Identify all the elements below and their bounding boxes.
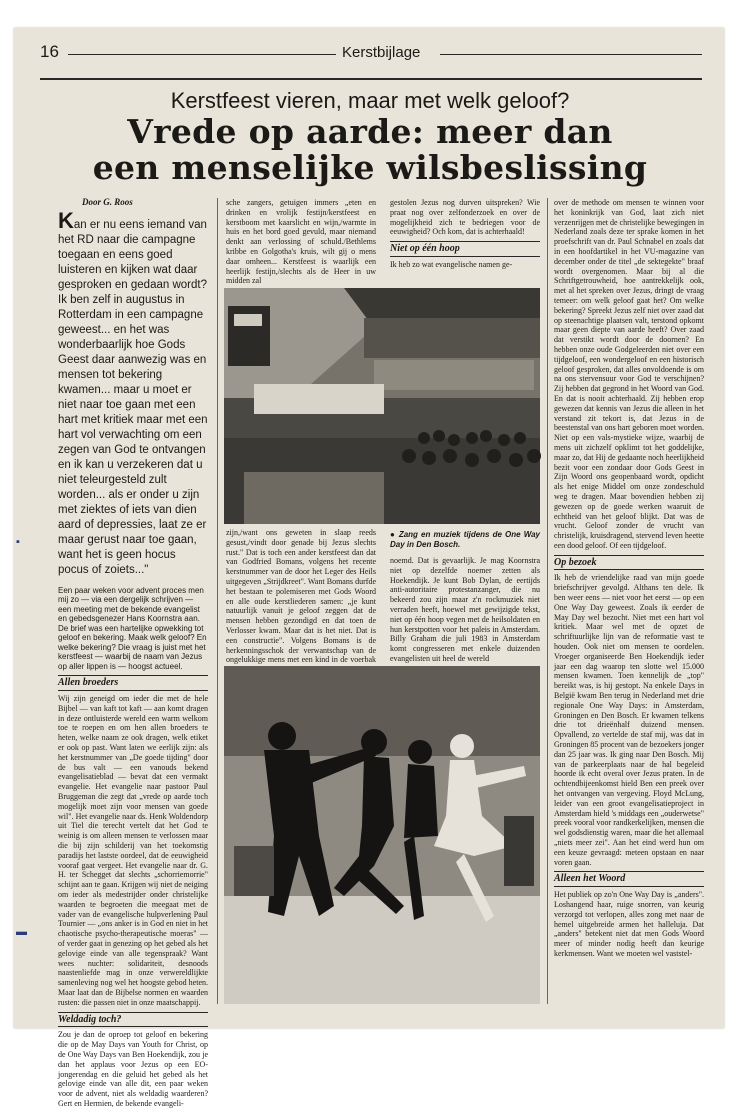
article-headline — [40, 114, 700, 186]
column-3-mid — [390, 530, 540, 666]
column-2-top — [226, 198, 376, 284]
column-3-top — [390, 198, 540, 284]
photo-caption-1: ● Zang en muziek tijdens de One Way Day in Den Bosch. — [390, 530, 540, 549]
subhead-niet-op-een-hoop: Niet op één hoop — [390, 241, 540, 257]
intro-paragraph: Een paar weken voor advent proces men mij zo — via een dergelijk schrijven — een meeting met de bekende evangelist en gebedsgenezer Hans Koornstra aan. De brief was een hartelijke opwekking tot geloof en bekering. Maak welk geloof? En welke bekering? Die vraag is juist met het kerstfeest — waarbij de naam van Jezus op aller lippen is — hoogst actueel. — [58, 585, 207, 671]
dancers-photo — [224, 666, 540, 1004]
section-title: Kerstbijlage — [342, 44, 421, 61]
header-rule-bottom — [40, 78, 702, 80]
header-rule-right — [440, 54, 702, 55]
page-number: 16 — [40, 42, 59, 61]
subhead-weldadig: Weldadig toch? — [58, 1012, 208, 1028]
concert-hall-image — [224, 288, 540, 524]
subhead-op-bezoek: Op bezoek — [554, 555, 704, 571]
concert-hall-photo — [224, 288, 540, 524]
body-text: Zou je dan de oproep tot geloof en bekering die op de May Days van Youth for Christ, op de One Way Days van Ben Hoekendijk, zou je dan het applaus voor Jezus op een EO-jongerendag en die geluid het gebed als het gelovige einde van alle dit, een paar weken voor de advent, niet als weldadig waarderen? Gert en Hermien, de bekende evangeli- — [58, 1030, 208, 1108]
body-text: gestolen Jezus nog durven uitspreken? Wie praat nog over zelfonderzoek en over de mogelijkheid zich te bedriegen voor de eeuwigheid? Och kom, dat is achterhaald! — [390, 198, 540, 237]
article-kicker: Kerstfeest vieren, maar met welk geloof? — [170, 88, 570, 113]
header-rule-left — [68, 54, 336, 55]
column-1 — [58, 197, 208, 1108]
body-text: Ik heb zo wat evangelische namen ge- — [390, 259, 513, 269]
column-2-mid — [226, 528, 376, 666]
column-4 — [554, 198, 704, 1004]
body-text: over de methode om mensen te winnen voor het koninkrijk van God, laat zich niet verzenrijgen met de christelijke bewegingen in Nederland zoals deze ter sprake komen in het proefschrift van dr. Paul Schnabel en zoals dat in een hoofdartikel in het VU-magazine van december onder de titel „de sektegekte" braaf wordt overgenomen. Maar bij al die Schriftgetrouwheid, hoe aantrekkelijk ook, met al het spreken over Jezus, dringt de vraag temeer: om welk geloof gaat het? Om welke bekering? Spreekt Jezus zelf niet over zaad dat op steenachtige plaatsen valt, terstond opkomt maar geen diepte van aarde heeft? Over zaad dat verstikt wordt door de doornen? En hebben onze oude Godgeleerden niet over een tijdgeloof, een wondergeloof en een historisch geloof gesproken, dat alles onvoldoende is om na ons stervensuur voor God te verschijnen? Zij hebben dat gegrond in het Woord van God. En dat is nooit achterhaald. Zij hebben erop gewezen dat kennis van Jezus die alleen in het verstand zit tekort is, dat Jezus in de beestenstal van ons hart geboren moet worden. Niet op een vals-mystieke wijze, waarbij de mens uit zichzelf opklimt tot het goddelijke, maar zo, dat Hij de gedaante noch heerlijkheid bezit voor een zondaar door Gods Geest in Zijn Woord ons geopenbaard wordt, opdicht als het enige Middel om onze zondeschuld weg te dragen. Maar bovendien hebben zij gewezen op de goede werken waaruit de echtheid van het geloof blijkt. Dat was de vrucht. Geloof zonder de vrucht van christelijk, kruisdragend, stervend leven heette een dood geloof. Of een tijdgeloof. — [554, 198, 704, 550]
body-text: Het publiek op zo'n One Way Day is „anders". Loshangend haar, ruige snorren, van keurig verzorgd tot verlopen, alles zong met naar de hemel uitgebreide armen het halleluja. Dat „anders" betekent niet dat men Gods Woord meer of minder nodig heeft dan keurige kerkmensen. Want we moeten wel vaststel- — [554, 890, 704, 958]
drop-cap: K — [58, 207, 74, 233]
column-rule — [217, 198, 218, 1004]
margin-mark: ▪ — [16, 536, 20, 548]
lead-paragraph — [58, 207, 208, 578]
margin-mark: ▬ — [16, 926, 27, 938]
bullet-icon: ● — [390, 530, 399, 539]
dancers-image — [224, 666, 540, 1004]
headline-line-1: Vrede op aarde: meer dan — [127, 112, 613, 151]
body-text: sche zangers, getuigen immers „eten en drinken en vrolijk festijn/kerstfeest en kerstboom met kaarslicht en wijn,/warmte in huis en het bord goed gevuld, maar niemand denkt aan verlossing of schuld./Bethlems kribbe en Golgotha's kruis, wilt gij o mens daar omheen... Kerstfeest is waarlijk een heerlijk festijn,/slechts als de Heer in uw midden zal — [226, 198, 376, 286]
body-text: Ik heb de vriendelijke raad van mijn goede briefschrijver gevolgd. Althans ten dele. Ik ben weer eens — niet voor het eerst — op een One Way Day geweest. Zoals ik eerder de May Day wel bezocht. Niet met een hart vol kritiek. Maar wel met de opzet de schriftuurlijke lijn van de reformatie vast te houden. Ook niet om mensen te oordelen. Vroeger organiseerde Ben Hoekendijk ieder jaar een dag waarop ten slotte wel 15.000 mensen kwamen. Toen kennelijk de „top" bereikt was, is hij gestopt. Na enkele Days in België kwam Ben terug in Nederland met drie regionale One Way Days: in Amsterdam, Groningen en Den Bosch. Er kwamen telkens drie tot drieënhalf duizend mensen. Opvallend, zo vertelde de staf mij, was dat in Groningen 85 procent van de bezoekers jonger dan 25 jaar was. Ik ging naar Den Bosch. Mij van de parkeerplaats naar de hal begeleid hoorde ik echt overal over Jezus praten. In de ochtendbijeenkomst hield Ben een preek over het ontvangen van vergeving. Floyd McLung, leider van een groot evangelisatieproject in Amsterdam hield 's middags een „ouderwetse" preek vooral voor randkerkelijken, mensen die wel godsdienstig waren, maar die het allemaal „niets meer zei". Aan het eind werd hun om een keuze gevraagd: meteen opstaan en naar voren gaan. — [554, 573, 704, 867]
body-text: noemd. Dat is gevaarlijk. Je mag Koornstra niet op dezelfde noemer zetten als Hoekendijk. Je kunt Bob Dylan, de eertijds anti-autoritaire protestanzanger, die nu bekeerd zou zijn maar z'n rockmuziek niet verraden heeft, hoewel met gewijzigde tekst, niet op één hoop vegen met de heilsoldaten en hun kerstpotten voor het paleis in Amsterdam. Billy Graham die juli 1983 in Amsterdam komt congresseren met enkele duizenden evangelisten uit heel de wereld — [390, 556, 540, 663]
headline-line-2: een menselijke wilsbeslissing — [92, 148, 648, 187]
subhead-alleen-het-woord: Alleen het Woord — [554, 871, 704, 887]
subhead-allen-broeders: Allen broeders — [58, 675, 208, 691]
body-text: zijn,/want ons geweten in slaap reeds gesust,/vindt door genade bij Jezus slechts rust." Dat is toch een ander kerstfeest dan dat van Godfried Bomans, volgens het recente kerstnummer van de door het Leger des Heils uitgegeven „Strijdkreet". Want Bomans durfde het bestaan te polemiseren met Gods Woord en alle oude kerstliederen samen: „je kunt natuurlijk vanuit je geloof zeggen dat de mensen hebben gezondigd en dat toen de Verlosser kwam. Maar dat is het niet. Dat is een constructie". Volgens Bomans is de herkenningsschok der verwantschap van de ongelukkige mens met een kind in de voerbak — [226, 528, 376, 665]
lead-text: an er nu eens iemand van het RD naar die campagne toegaan en eens goed luisteren en kijken wat daar gesproken en gedaan wordt? Ik ben zelf in augustus in Rotterdam in een campagne geweest... en het was wonderbaarlijk hoe Gods Geest daar aanwezig was en mensen tot bekering kwamen... maar u moet er niet naar toe gaan met een hart met kritiek maar met een hart vol verwachting om een zegen van God te ontvangen en ik kan u verzekeren dat u niet teleurgesteld zult worden... als er onder u zijn met ziektes of iets van dien aard of depressies, laat ze er maar gerust naar toe gaan, want het is geen hocus pocus of zoiets..." — [58, 218, 208, 576]
byline: Door G. Roos — [82, 197, 133, 207]
column-rule — [547, 198, 548, 1004]
body-text: Wij zijn geneigd om ieder die met de hele Bijbel — van kaft tot kaft — aan komt dragen in deze ontluisterde wereld een warm welkom toe te roepen en om hen allen broeders te heten, welke naam ze ook dragen, welk etiket er ook op past. Want laten we eerlijk zijn: als het kerstnummer van „De goede tijding" door de bus valt — een vanouds bekend evangelisatieblad — bevat dat een vermakt evangelie. Het evangelie naar pastoor Paul Bruggeman die zegt dat „vrede op aarde toch mogelijk moet zijn voor mensen van goede wil". Het evangelie naar ds. Henk Woldendorp uit Tiel die terecht vertelt dat het God te weinig is om alleen mensen te verlossen maar die bij zijn schilderij van het toekomstig paradijs het lastste oordeel, dat de eeuwigheid vooraf gaat vergeet. Het evangelie naar dr. G. H. ter Schegget dat slechts „schorriemorrie" schijnt aan te gaan. Krijgen wij niet de neiging om ieder als medestrijder onder christelijke waarden te begroeten die meegaat met de vader van de evangelische hulpverlening Paul Tournier — „ons anker is in God en niet in het chaotische psycho-therapeutische moeras" — of verder gaat in genezing op het gebed als het gelovige einde van alle tegenspraak? Want wees nuchter: solidariteit, desnoods naastenliefde mag in onze verwereldlijkte samenleving nog wel het hoogste gebod heten. Maar laat dan de Bijbelse normen en waarden rusten: die passen niet in onze maatschappij. — [58, 694, 208, 1007]
